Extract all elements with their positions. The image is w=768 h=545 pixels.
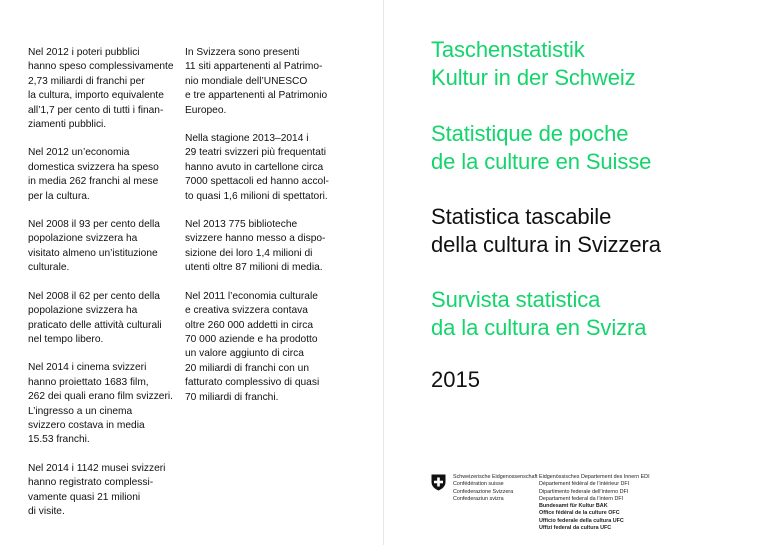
- title-french: Statistique de poche de la culture en Suisse: [431, 121, 652, 174]
- confederation-names: Schweizerische Eidgenossenschaft Confédération suisse Confederazione Svizzera Confederaziun svizra: [453, 474, 538, 502]
- fact-libraries: Nel 2013 775 biblioteche svizzere hanno messo a dispo- sizione dei loro 1,4 milioni di utenti oltre 87 milioni di media.: [185, 219, 326, 274]
- publication-year: 2015: [431, 367, 480, 392]
- department-block: [539, 474, 650, 532]
- fact-public-spending: Nel 2012 i poteri pubblici hanno speso complessivamente 2,73 miliardi di franchi per la cultura, importo equivalente all’1,7 per cento di tutti i finan- ziamenti pubblici.: [28, 47, 174, 131]
- office-name-rm: Uffizi federal da cultura UFC: [539, 525, 612, 532]
- office-name-fr: Office fédéral de la culture OFC: [539, 510, 620, 517]
- fact-museums: Nel 2014 i 1142 musei svizzeri hanno registrato complessi- vamente quasi 21 milioni di visite.: [28, 462, 166, 517]
- fact-institution-visits: Nel 2008 il 93 per cento della popolazione svizzera ha visitato almeno un’istituzione culturale.: [28, 219, 160, 274]
- department-name-fr: Département fédéral de l’intérieur DFI: [539, 481, 630, 488]
- title-german: Taschenstatistik Kultur in der Schweiz: [431, 37, 636, 90]
- swiss-coat-of-arms-icon: [431, 474, 446, 491]
- office-name-it: Ufficio federale della cultura UFC: [539, 517, 624, 524]
- left-text-column: [28, 46, 176, 519]
- department-name-de: Eidgenössisches Departement des Innern EDI: [539, 474, 650, 480]
- fact-unesco-sites: In Svizzera sono presenti 11 siti appartenenti al Patrimo- nio mondiale dell’UNESCO e tre appartenenti al Patrimonio Europeo.: [185, 47, 328, 116]
- middle-text-column: [185, 46, 345, 405]
- fact-cinema: Nel 2014 i cinema svizzeri hanno proiettato 1683 film, 262 dei quali erano film svizzeri. L’ingresso a un cinema svizzero costava in media 15.53 franchi.: [28, 362, 173, 446]
- fact-creative-economy: Nel 2011 l’economia culturale e creativa svizzera contava oltre 260 000 addetti in circa 70 000 aziende e ha prodotto un valore aggiunto di circa 20 miliardi di franchi con un fatturato complessivo di quasi 70 miliardi di franchi.: [185, 290, 320, 403]
- office-name-de: Bundesamt für Kultur BAK: [539, 503, 608, 510]
- title-italian: Statistica tascabile della cultura in Svizzera: [431, 204, 661, 257]
- department-name-rm: Departament federal da l’intern DFI: [539, 495, 624, 502]
- department-name-it: Dipartimento federale dell’interno DFI: [539, 488, 629, 495]
- fact-theatres: Nella stagione 2013–2014 i 29 teatri svizzeri più frequentati hanno avuto in cartellone circa 7000 spettacoli ed hanno accol- to quasi 1,6 milioni di spettatori.: [185, 133, 329, 202]
- fact-cultural-activities: Nel 2008 il 62 per cento della popolazione svizzera ha praticato delle attività culturali nel tempo libero.: [28, 290, 162, 345]
- title-romansh: Survista statistica da la cultura en Svizra: [431, 287, 647, 340]
- page-fold-divider: [383, 0, 384, 545]
- fact-household-spending: Nel 2012 un’economia domestica svizzera ha speso in media 262 franchi al mese per la cultura.: [28, 147, 159, 202]
